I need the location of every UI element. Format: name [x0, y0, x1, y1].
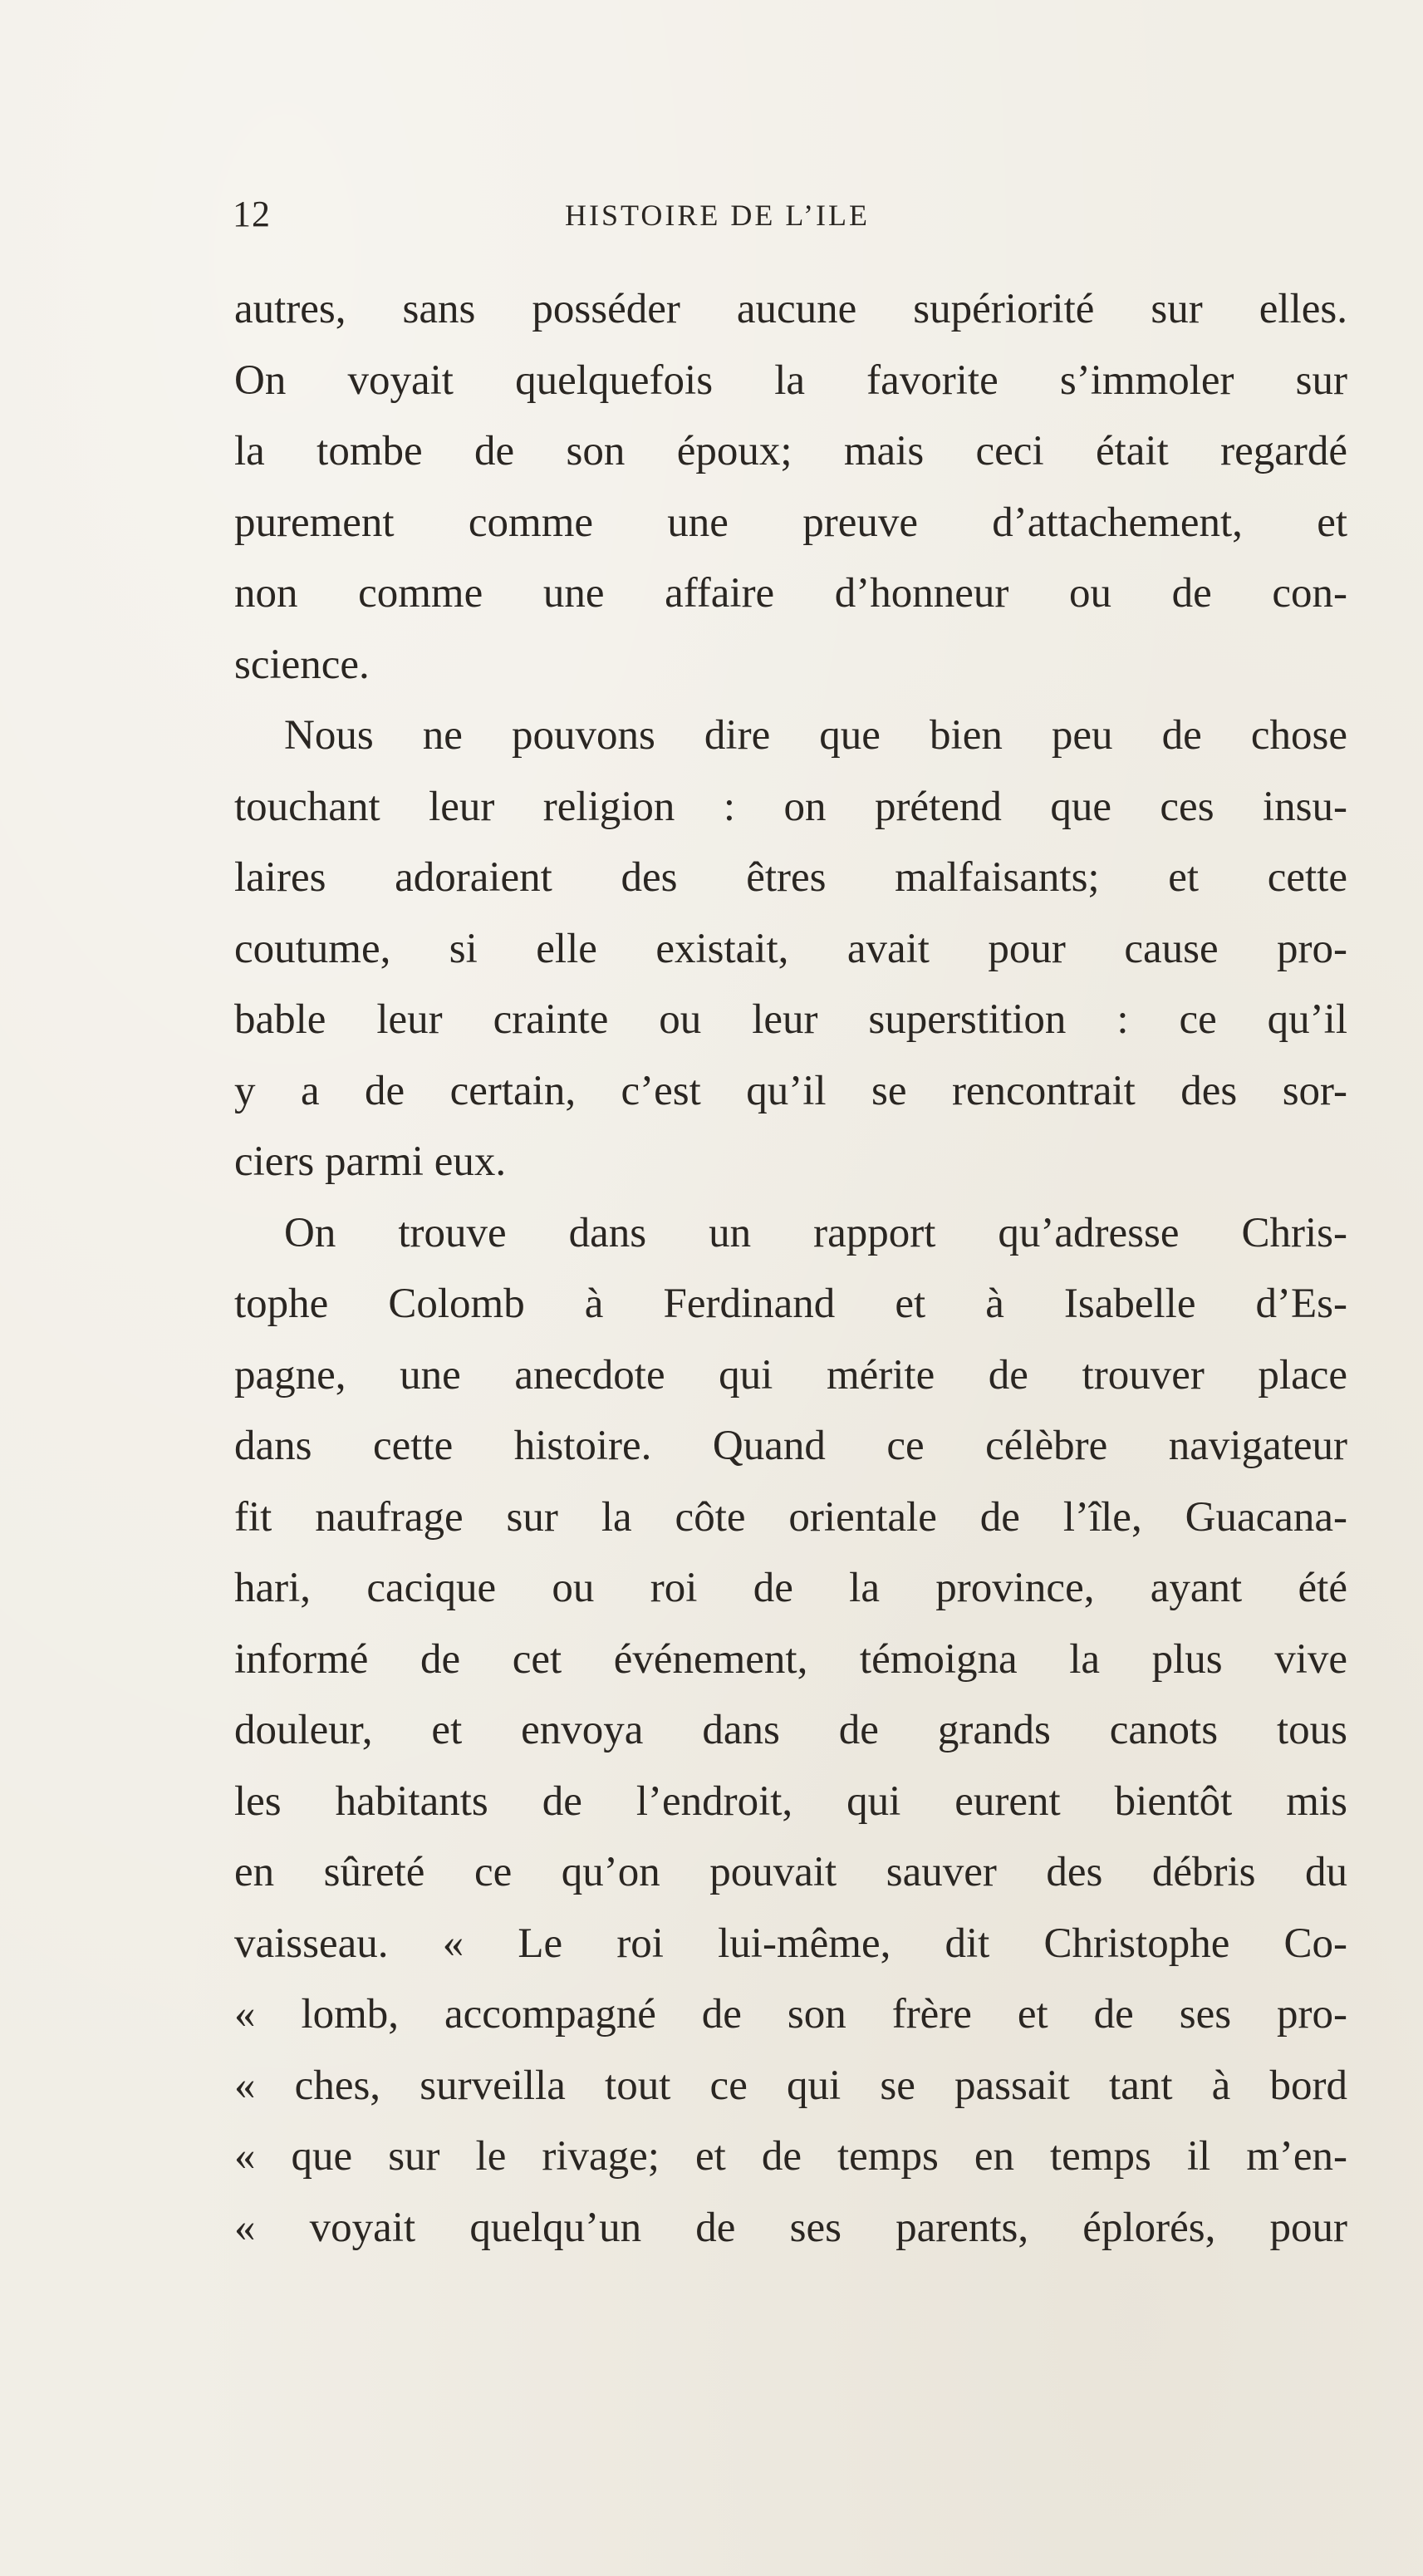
- text-line: bable leur crainte ou leur superstition : ce qu’il: [234, 996, 1347, 1043]
- text-line: hari, cacique ou roi de la province, ayant été: [234, 1565, 1347, 1611]
- text-line: les habitants de l’endroit, qui eurent bientôt mis: [234, 1777, 1347, 1825]
- page-header: [233, 193, 1346, 243]
- text-line: « que sur le rivage; et de temps en temps il m’en-: [234, 2133, 1347, 2180]
- text-line: dans cette histoire. Quand ce célèbre navigateur: [234, 1423, 1347, 1469]
- text-line: fit naufrage sur la côte orientale de l’île, Guacana-: [234, 1493, 1347, 1541]
- text-line: On voyait quelquefois la favorite s’immoler sur: [234, 356, 1347, 404]
- body-text: [234, 274, 1347, 2264]
- text-line: purement comme une preuve d’attachement, et: [234, 499, 1347, 546]
- text-line: y a de certain, c’est qu’il se rencontrait des sor-: [234, 1067, 1347, 1114]
- text-line: douleur, et envoya dans de grands canots tous: [234, 1707, 1347, 1753]
- text-line: touchant leur religion : on prétend que ces insu-: [234, 783, 1347, 830]
- text-line: vaisseau. « Le roi lui-même, dit Christophe Co-: [234, 1920, 1347, 1967]
- text-line: informé de cet événement, témoigna la plus vive: [234, 1635, 1347, 1683]
- text-line: « voyait quelqu’un de ses parents, éplorés, pour: [234, 2204, 1347, 2251]
- page-number: 12: [233, 194, 271, 234]
- text-line: « ches, surveilla tout ce qui se passait tant à bord: [234, 2062, 1347, 2109]
- text-line: laires adoraient des êtres malfaisants; et cette: [234, 854, 1347, 901]
- text-line: coutume, si elle existait, avait pour cause pro-: [234, 925, 1347, 972]
- text-line-paragraph-start: On trouve dans un rapport qu’adresse Chris-: [284, 1209, 1347, 1256]
- text-line: en sûreté ce qu’on pouvait sauver des débris du: [234, 1849, 1347, 1895]
- text-line-paragraph-start: Nous ne pouvons dire que bien peu de chose: [284, 712, 1347, 759]
- text-line-paragraph-end: ciers parmi eux.: [234, 1138, 507, 1185]
- text-line: « lomb, accompagné de son frère et de ses pro-: [234, 1991, 1347, 2038]
- text-line: pagne, une anecdote qui mérite de trouver place: [234, 1351, 1347, 1399]
- text-line: autres, sans posséder aucune supériorité sur elles.: [234, 286, 1347, 332]
- text-line: tophe Colomb à Ferdinand et à Isabelle d’Es-: [234, 1281, 1347, 1327]
- text-line: la tombe de son époux; mais ceci était regardé: [234, 428, 1347, 474]
- running-head: HISTOIRE DE L’ILE: [565, 199, 870, 232]
- text-line-paragraph-end: science.: [234, 641, 370, 688]
- text-line: non comme une affaire d’honneur ou de con-: [234, 570, 1347, 617]
